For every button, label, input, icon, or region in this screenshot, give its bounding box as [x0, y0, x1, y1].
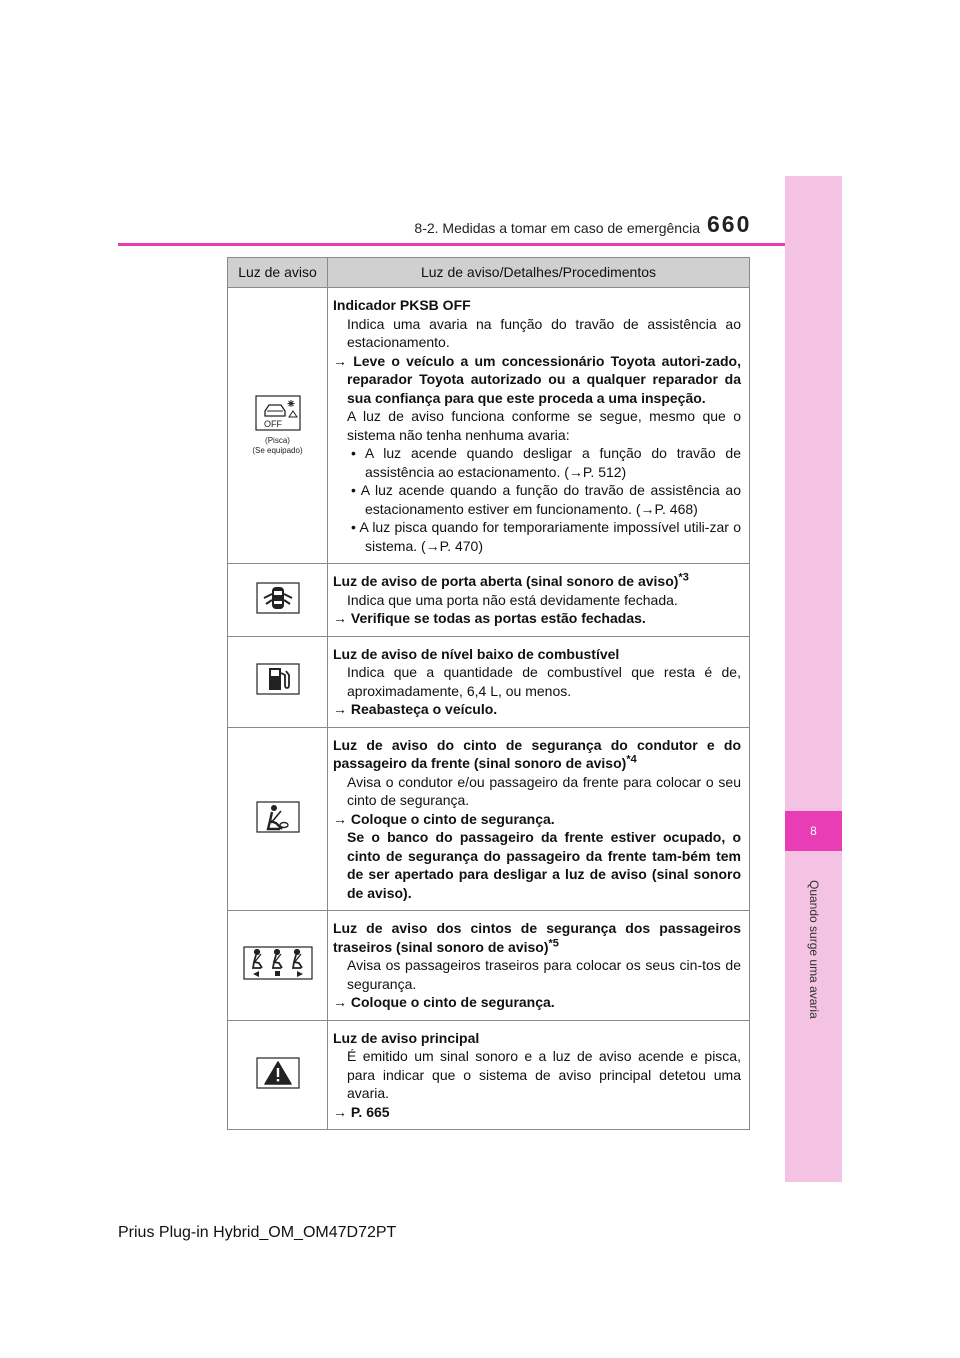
- table-header-row: [228, 258, 750, 288]
- door-open-icon: [256, 582, 300, 619]
- page-reference-link[interactable]: → P. 665: [333, 1103, 390, 1120]
- row-description: Avisa o condutor e/ou passageiro da frente para colocar o seu cinto de segurança.: [347, 773, 741, 808]
- row-bullet: • A luz pisca quando for temporariamente impossível utili-zar o sistema. (→P. 470): [351, 519, 741, 554]
- row-description: Avisa os passageiros traseiros para colocar os seus cin-tos de segurança.: [347, 957, 741, 992]
- table-row: [228, 564, 750, 637]
- row-bullet: • A luz acende quando a função do travão de assistência ao estacionamento estiver em funcionamento. (→P. 468): [351, 482, 741, 517]
- warning-lights-table: [227, 257, 750, 1130]
- footer-model-code: Prius Plug-in Hybrid_OM_OM47D72PT: [118, 1224, 397, 1241]
- pksb-off-icon: [255, 395, 301, 436]
- section-title: 8-2. Medidas a tomar em caso de emergência: [414, 220, 700, 236]
- rear-seatbelts-icon: [243, 946, 313, 985]
- footnote-marker: *4: [626, 753, 637, 766]
- table-row: [228, 288, 750, 564]
- icon-caption-equipped: (Se equipado): [252, 445, 303, 455]
- row-title: Luz de aviso do cinto de segurança do condutor e do passageiro da frente (sinal sonoro de aviso)$^{*4}$: [333, 736, 741, 771]
- row-action: → Reabasteça o veículo.: [333, 701, 498, 717]
- svg-text:OFF: OFF: [263, 419, 282, 430]
- row-action: → Verifique se todas as portas estão fechadas.: [333, 610, 646, 626]
- master-warning-icon: [256, 1057, 300, 1094]
- row-action: → Coloque o cinto de segurança.: [333, 994, 555, 1010]
- row-description: É emitido um sinal sonoro e a luz de aviso acende e pisca, para indicar que o sistema de aviso principal detetou uma avaria.: [347, 1048, 741, 1101]
- row-bullet: • A luz acende quando desligar a função do travão de assistência ao estacionamento. (→P. 512): [351, 445, 741, 480]
- chapter-title: Quando surge uma avaria: [807, 880, 821, 1019]
- row-title: Luz de aviso dos cintos de segurança dos passageiros traseiros (sinal sonoro de aviso)$^{*5}$: [333, 920, 741, 955]
- table-row: [228, 727, 750, 911]
- row-description: Indica que a quantidade de combustível que resta é de, aproximadamente, 6,4 L, ou menos.: [347, 664, 741, 699]
- column-header-details: Luz de aviso/Detalhes/Procedimentos: [328, 258, 750, 288]
- table-row: [228, 1020, 750, 1130]
- row-title: Luz de aviso de nível baixo de combustível: [333, 645, 620, 662]
- row-title: Luz de aviso de porta aberta (sinal sonoro de aviso)$^{*3}$: [333, 571, 689, 589]
- column-header-light: Luz de aviso: [228, 258, 328, 288]
- footnote-marker: *3: [678, 571, 689, 584]
- row-title: Indicador PKSB OFF: [333, 297, 471, 313]
- page-number: 660: [707, 211, 752, 237]
- icon-caption-flash: (Pisca): [265, 435, 290, 445]
- fuel-pump-icon: [256, 663, 300, 700]
- row-action-note: Se o banco do passageiro da frente estiver ocupado, o cinto de segurança do passageiro da frente tam-bém tem de ser apertado para desligar a luz de aviso (sinal sonoro de aviso).: [347, 829, 741, 901]
- row-description: Indica que uma porta não está devidamente fechada.: [347, 591, 678, 608]
- row-action: → Coloque o cinto de segurança.: [333, 810, 555, 827]
- footnote-marker: *5: [548, 936, 559, 949]
- row-note: A luz de aviso funciona conforme se segue, mesmo que o sistema não tenha nenhuma avaria:: [347, 408, 741, 443]
- chapter-number: 8: [785, 811, 842, 851]
- table-row: [228, 636, 750, 727]
- seatbelt-icon: [256, 801, 300, 838]
- table-row: [228, 911, 750, 1021]
- header-rule: [118, 243, 785, 246]
- row-description: Indica uma avaria na função do travão de assistência ao estacionamento.: [347, 315, 741, 350]
- row-action: → Leve o veículo a um concessionário Toyota autori-zado, reparador Toyota autorizado ou a qualquer reparador da sua confiança para que este proceda a uma inspeção.: [333, 352, 741, 406]
- row-title: Luz de aviso principal: [333, 1029, 480, 1046]
